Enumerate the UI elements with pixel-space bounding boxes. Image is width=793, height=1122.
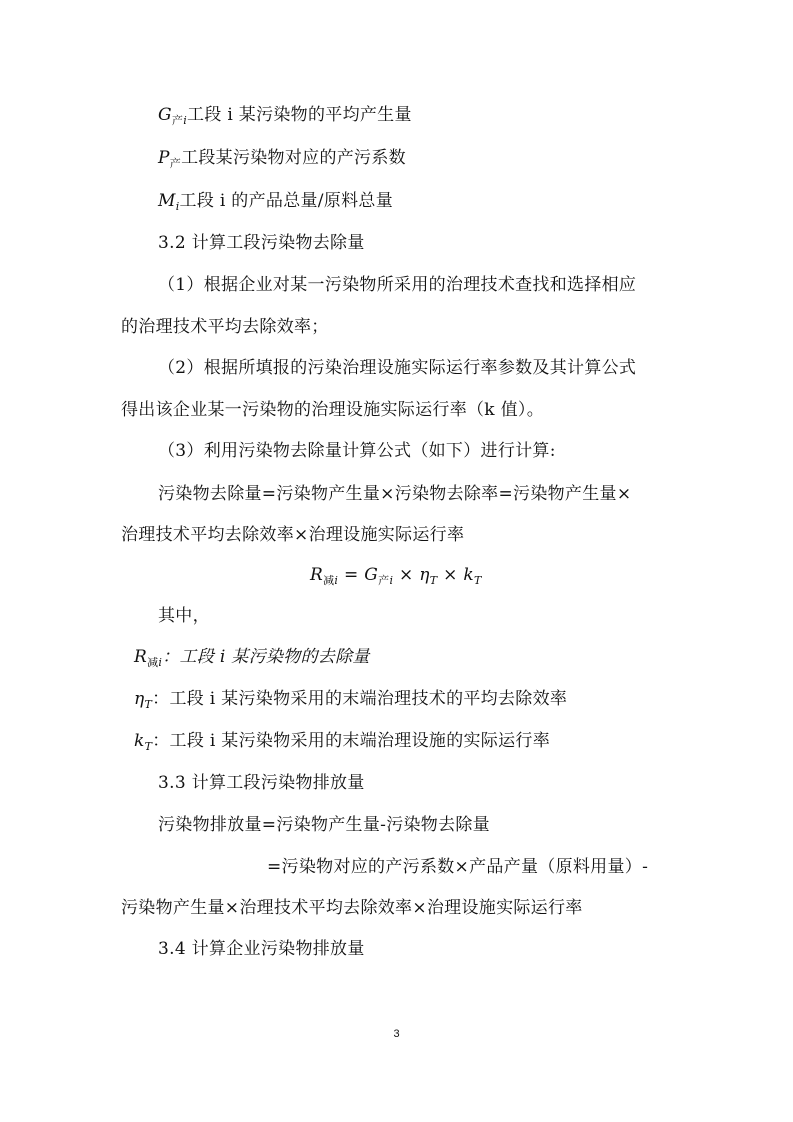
sub-chan: 产 [378,574,390,587]
emission-line3: 污染物产生量×治理技术平均去除效率×治理设施实际运行率 [121,898,583,918]
var-g: G [364,565,379,585]
var-p: P [158,148,170,168]
var-eta: η [134,689,145,709]
emission-line1: 污染物排放量=污染物产生量-污染物去除量 [158,815,490,835]
def-m [158,189,393,215]
sub-chan: 产 [169,157,182,170]
formula-text-line1: 污染物去除量=污染物产生量×污染物去除率=污染物产生量× [158,484,632,504]
qizhong-label: 其中， [158,606,210,626]
var-g: G [158,105,172,125]
sub-i: i [175,200,180,213]
times-sign: × [398,565,414,585]
def-eta-text: ：工段 i 某污染物采用的末端治理技术的平均去除效率 [152,689,568,709]
section-heading-3-2: 3.2 计算工段污染物去除量 [158,233,365,253]
def-r [134,645,370,671]
def-p-text: 工段某污染物对应的产污系数 [181,148,406,168]
def-g [158,103,412,129]
def-eta [134,687,567,713]
def-k-text: ：工段 i 某污染物采用的末端治理设施的实际运行率 [152,731,550,751]
def-m-text: 工段 i 的产品总量/原料总量 [179,191,394,211]
sub-i: i [183,114,188,127]
var-eta: η [419,565,430,585]
def-p [158,146,406,172]
emission-line2: =污染物对应的产污系数×产品产量（原料用量）- [267,857,649,877]
sub-i: i [334,574,339,587]
var-k: k [463,565,474,585]
formula-text-line2: 治理技术平均去除效率×治理设施实际运行率 [121,525,465,545]
sub-t: T [144,740,153,753]
step1-line2: 的治理技术平均去除效率； [121,317,329,337]
step2-line2: 得出该企业某一污染物的治理设施实际运行率（k 值）。 [121,400,545,420]
step1-line1: （1）根据企业对某一污染物所采用的治理技术查找和选择相应 [158,275,637,295]
sub-jian: 减 [147,656,159,669]
def-r-text: ：工段 i 某污染物的去除量 [162,647,370,667]
times-sign: × [443,565,458,585]
sub-t: T [473,574,482,587]
var-r: R [310,565,324,585]
sub-i: i [389,574,394,587]
sub-chan: 产 [171,114,184,127]
section-heading-3-4: 3.4 计算企业污染物排放量 [158,939,365,959]
sub-jian: 减 [323,574,335,587]
step2-line1: （2）根据所填报的污染治理设施实际运行率参数及其计算公式 [158,358,637,378]
sub-t: T [429,574,438,587]
step3-line: （3）利用污染物去除量计算公式（如下）进行计算: [158,441,556,461]
var-k: k [134,731,145,751]
removal-equation [310,563,482,589]
sub-i: i [158,656,163,669]
def-g-text: 工段 i 某污染物的平均产生量 [187,105,412,125]
var-r: R [134,647,148,667]
equals-sign: = [343,565,359,585]
def-k [134,729,550,755]
page-number: 3 [393,1028,400,1040]
sub-t: T [144,698,153,711]
var-m: M [158,191,176,211]
section-heading-3-3: 3.3 计算工段污染物排放量 [158,773,365,793]
